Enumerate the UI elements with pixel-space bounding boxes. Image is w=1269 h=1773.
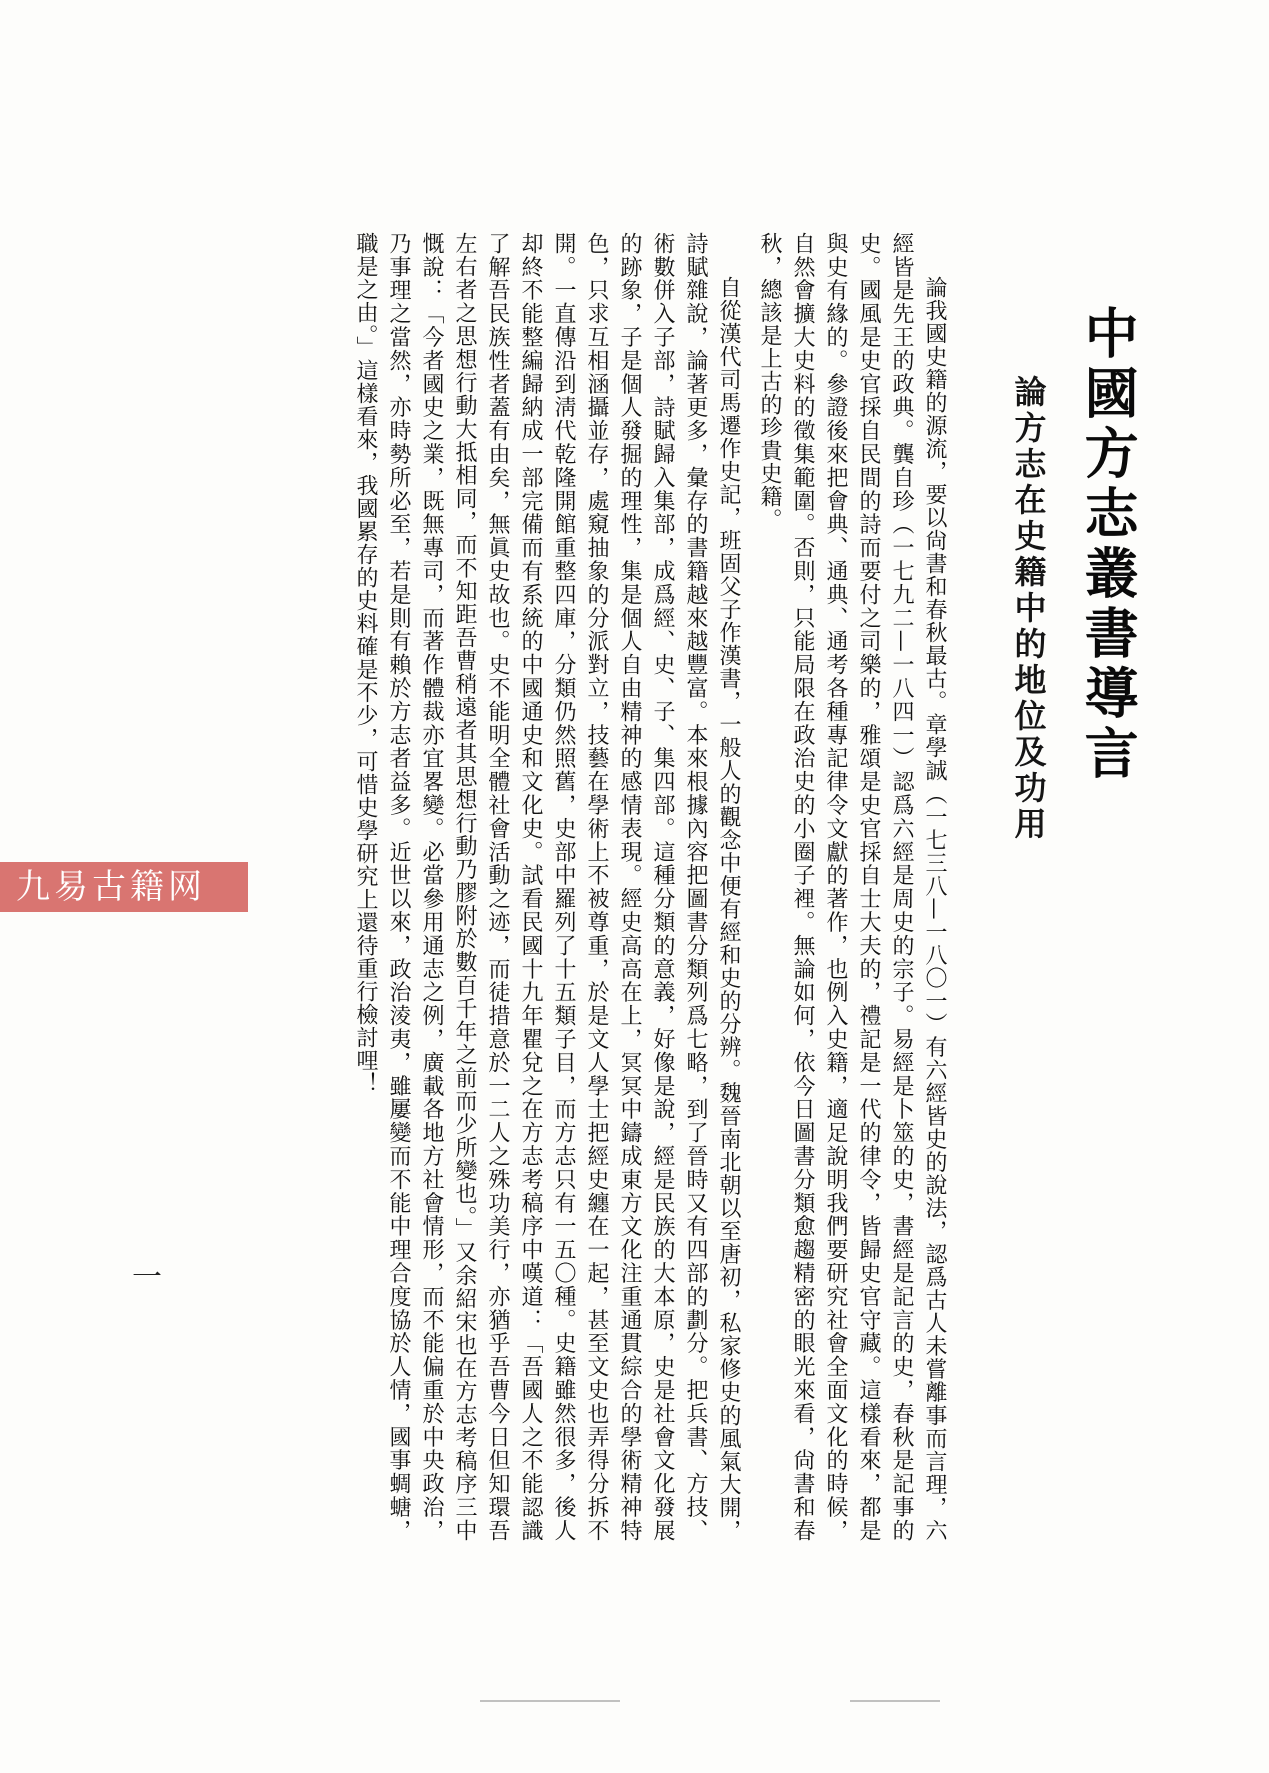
body-paragraph-2: 自從漢代司馬遷作史記，班固父子作漢書，一般人的觀念中便有經和史的分辨。魏晉南北朝以至唐初，私家修史的風氣大開，詩賦雜說，論著更多，彙存的書籍越來越豐富。本來根據內容把圖書分類列爲七略，到了晉時又有四部的劃分。把兵書、方技、術數併入子部，詩賦歸入集部，成爲經、史、子、集四部。這種分類的意義，好像是說，經是民族的大本原，史是社會文化發展的跡象，子是個人發掘的理性，集是個人自由精神的感情表現。經史高高在上，冥冥中鑄成東方文化注重通貫綜合的學術精神特色，只求互相涵攝並存，處窺抽象的分派對立，技藝在學術上不被尊重，於是文人學士把經史纏在一起，甚至文史也弄得分拆不開。一直傳沿到淸代乾隆開館重整四庫，分類仍然照舊，史部中羅列了十五類子目，而方志只有一五〇種。史籍雖然很多，後人却終不能整編歸納成一部完備而有系統的中國通史和文化史。試看民國十九年瞿兌之在方志考稿序中嘆道：「吾國人之不能認識了解吾民族性者蓋有由矣，無眞史故也。史不能明全體社會活動之迹，而徒措意於一二人之殊功美行，亦猶乎吾曹今日但知環吾左右者之思想行動大抵相同，而不知距吾曹稍遠者其思想行動乃膠附於數百千年之前而少所變也。」又余紹宋也在方志考稿序三中慨說：「今者國史之業，既無專司，而著作體裁亦宜畧變。必當參用通志之例，廣載各地方社會情形，而不能偏重於中央政治，乃事理之當然，亦時勢所必至，若是則有賴於方志者益多。近世以來，政治淩夷，雖屢變而不能中理合度協於人情，國事蜩螗，職是之由。」這樣看來，我國累存的史料確是不少，可惜史學研究上還待重行檢討哩！ — [353, 232, 741, 1542]
scan-artifact-mark — [480, 1700, 620, 1702]
document-title: 中國方志叢書導言 — [1076, 305, 1140, 785]
body-paragraph-1: 論我國史籍的源流，要以尙書和春秋最古。章學誠（一七三八—一八〇一）有六經皆史的說法，認爲古人未嘗離事而言理，六經皆是先王的政典。龔自珍（一七九二—一八四一）認爲六經是周史的宗子。易經是卜筮的史，書經是記言的史，春秋是記事的史。國風是史官採自民間的詩而要付之司樂的，雅頌是史官採自士大夫的，禮記是一代的律令，皆歸史官守藏。這樣看來，都是與史有緣的。參證後來把會典、通典、通考各種專記律令文獻的著作，也例入史籍，適足說明我們要研究社會全面文化的時候，自然會擴大史料的徵集範圍。否則，只能局限在政治史的小圈子裡。無論如何，依今日圖書分類愈趨精密的眼光來看，尙書和春秋，總該是上古的珍貴史籍。 — [757, 232, 947, 1542]
document-subtitle: 論方志在史籍中的地位及功用 — [1009, 375, 1048, 843]
scan-artifact-mark — [850, 1700, 940, 1702]
page-number: 一 — [132, 1260, 162, 1295]
watermark-banner: 九易古籍网 — [0, 862, 248, 912]
document-body — [191, 232, 951, 1542]
